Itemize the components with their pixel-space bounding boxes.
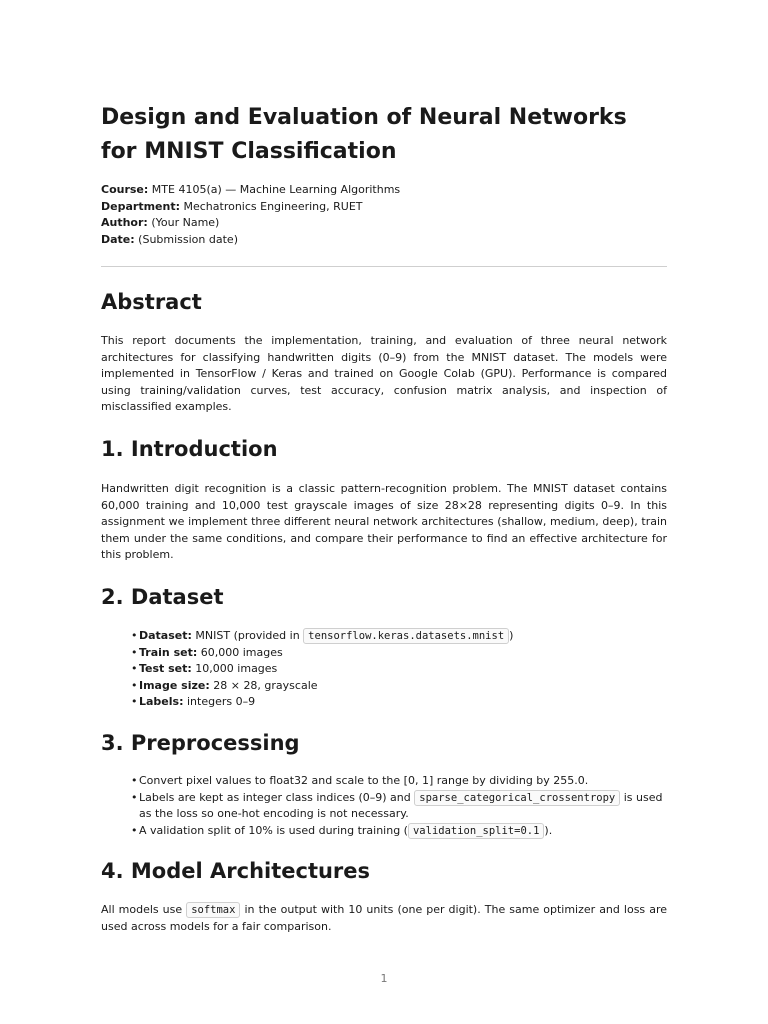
list-item	[131, 628, 671, 645]
models-text-end: in the output with 10 units (one per digit). The same optimizer and loss are used across models for a fair comparison.	[101, 903, 667, 933]
meta-value: Mechatronics Engineering, RUET	[179, 199, 363, 213]
list-item	[131, 790, 671, 823]
inline-code: tensorflow.keras.datasets.mnist	[303, 628, 509, 644]
abstract-heading: Abstract	[101, 290, 202, 314]
item-text: ).	[544, 823, 553, 837]
list-item	[131, 773, 671, 790]
item-text: integers 0–9	[183, 695, 256, 708]
meta-label: Department:	[101, 199, 180, 213]
introduction-text: Handwritten digit recognition is a classic pattern-recognition problem. The MNIST dataset contains 60,000 training and 10,000 test grayscale images of size 28×28 representing digits 0–9. In this assignment we implement three different neural network architectures (shallow, medium, deep), train them under the same conditions, and compare their performance to find an effective architecture for this problem.	[101, 482, 667, 561]
preprocessing-heading: 3. Preprocessing	[101, 731, 300, 755]
page-number: 1	[380, 972, 388, 985]
list-item	[131, 645, 671, 662]
meta-label: Course:	[101, 183, 149, 196]
meta-value: (Your Name)	[147, 216, 220, 229]
meta-department	[101, 199, 400, 216]
inline-code: sparse_categorical_crossentropy	[414, 790, 620, 806]
meta-label: Author:	[101, 216, 148, 229]
abstract-text: This report documents the implementation, training, and evaluation of three neural network architectures for classifying handwritten digits (0–9) from the MNIST dataset. The models were implemented in TensorFlow / Keras and trained on Google Colab (GPU). Performance is compared using training/validation curves, test accuracy, confusion matrix analysis, and inspection of misclassified examples.	[101, 334, 667, 413]
item-text: )	[509, 629, 514, 642]
inline-code: softmax	[186, 902, 240, 918]
preprocessing-list	[131, 773, 671, 839]
list-item	[131, 694, 671, 711]
list-item	[131, 661, 671, 678]
item-text: MNIST (provided in	[191, 629, 304, 642]
item-label: Labels:	[139, 695, 184, 708]
dataset-heading: 2. Dataset	[101, 585, 224, 609]
item-label: Train set:	[139, 645, 198, 659]
item-label: Test set:	[139, 662, 192, 675]
item-label: Image size:	[139, 678, 210, 692]
models-text	[101, 902, 667, 935]
horizontal-divider	[101, 266, 667, 267]
models-heading: 4. Model Architectures	[101, 859, 371, 883]
item-text: is used as the loss so one-hot encoding is not necessary.	[139, 790, 663, 820]
list-item	[131, 678, 671, 695]
item-text: Convert pixel values to float32 and scale to the [0, 1] range by dividing by 255.0.	[139, 774, 589, 787]
meta-date	[101, 232, 400, 249]
item-text: 10,000 images	[191, 662, 278, 675]
document-meta	[101, 182, 400, 248]
meta-value: MTE 4105(a) — Machine Learning Algorithms	[148, 183, 401, 196]
item-text: 60,000 images	[197, 645, 283, 659]
introduction-heading: 1. Introduction	[101, 437, 278, 461]
meta-course	[101, 182, 400, 199]
models-text-start: All models use	[101, 903, 187, 916]
list-item	[131, 823, 671, 840]
meta-label: Date:	[101, 232, 135, 246]
item-text: 28 × 28, grayscale	[209, 678, 318, 692]
item-label: Dataset:	[139, 629, 192, 642]
inline-code: validation_split=0.1	[408, 823, 544, 839]
document-title: Design and Evaluation of Neural Networks for MNIST Classification	[101, 105, 627, 164]
item-text: Labels are kept as integer class indices (0–9) and	[139, 790, 415, 804]
dataset-list	[131, 628, 671, 711]
meta-value: (Submission date)	[134, 232, 238, 246]
item-text: A validation split of 10% is used during training (	[139, 823, 408, 837]
meta-author	[101, 215, 400, 232]
